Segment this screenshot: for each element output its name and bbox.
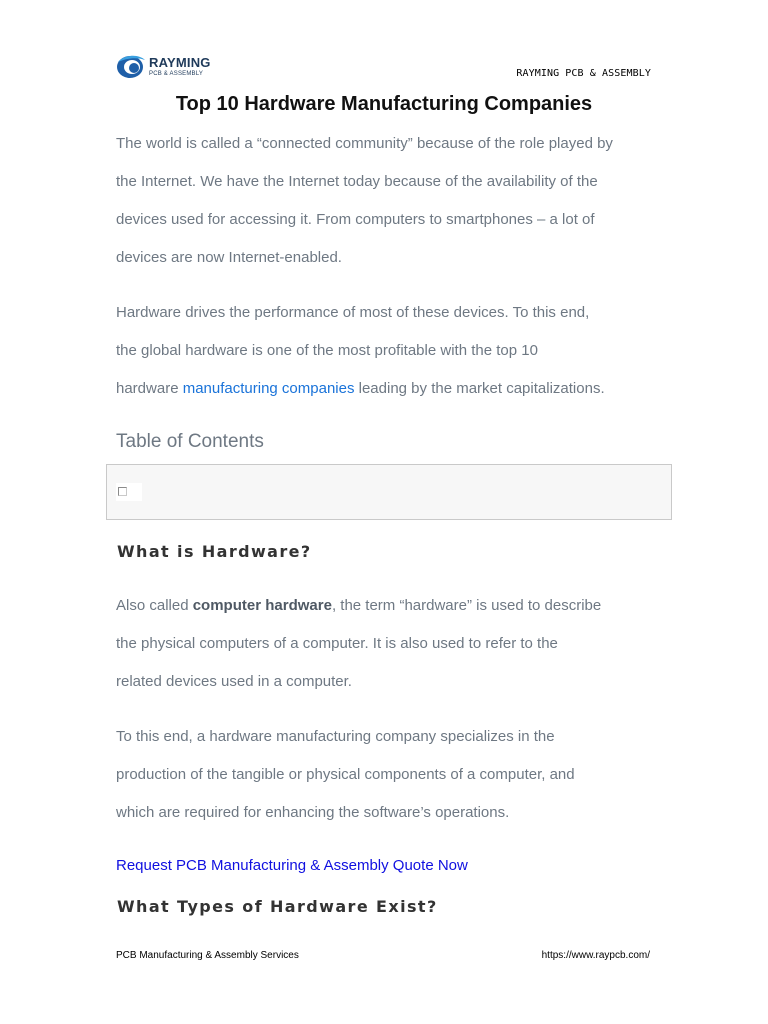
text-line: the global hardware is one of the most profitable with the top 10 — [116, 342, 538, 359]
text-line: To this end, a hardware manufacturing company specializes in the — [116, 728, 555, 745]
text-line: , the term “hardware” is used to describe — [331, 597, 602, 614]
text-line: devices used for accessing it. From computers to smartphones – a lot of — [116, 211, 595, 228]
request-quote-link[interactable]: Request PCB Manufacturing & Assembly Quote Now — [116, 857, 468, 874]
text-line: leading by the market capitalizations. — [354, 380, 605, 397]
toc-heading: Table of Contents — [116, 431, 264, 452]
rayming-logo-icon — [115, 52, 147, 80]
section-heading-what-is-hardware: What is Hardware? — [117, 542, 312, 561]
manufacturing-companies-link[interactable]: manufacturing companies — [182, 380, 355, 397]
text-line: related devices used in a computer. — [116, 673, 352, 690]
computer-hardware-term: computer hardware — [192, 597, 332, 614]
header-company-name: RAYMING PCB & ASSEMBLY — [516, 68, 651, 79]
table-of-contents-box — [106, 464, 672, 520]
logo-brand-text: RAYMING — [149, 54, 211, 70]
text-line: the Internet. We have the Internet today because of the availability of the — [116, 173, 598, 190]
footer-services-text: PCB Manufacturing & Assembly Services — [116, 950, 299, 961]
toc-toggle-button[interactable] — [116, 483, 142, 501]
intro-paragraph-2 — [116, 294, 661, 408]
page-title: Top 10 Hardware Manufacturing Companies — [175, 93, 593, 115]
checkbox-icon — [118, 487, 127, 496]
footer-url-link[interactable]: https://www.raypcb.com/ — [541, 950, 650, 961]
text-line: Also called — [116, 597, 193, 614]
text-line: the physical computers of a computer. It is also used to refer to the — [116, 635, 558, 652]
section1-paragraph-2 — [116, 718, 661, 832]
logo-subtitle-text: PCB & ASSEMBLY — [149, 70, 204, 77]
section1-paragraph-1 — [116, 587, 661, 701]
text-line: The world is called a “connected community” because of the role played by — [116, 135, 613, 152]
text-line: which are required for enhancing the software’s operations. — [116, 804, 510, 821]
text-line: devices are now Internet-enabled. — [116, 249, 342, 266]
text-line: production of the tangible or physical components of a computer, and — [116, 766, 575, 783]
intro-paragraph-1 — [116, 125, 661, 277]
company-logo — [115, 51, 215, 81]
text-line: hardware — [116, 380, 183, 397]
section-heading-hardware-types: What Types of Hardware Exist? — [117, 897, 438, 916]
text-line: Hardware drives the performance of most of these devices. To this end, — [116, 304, 590, 321]
